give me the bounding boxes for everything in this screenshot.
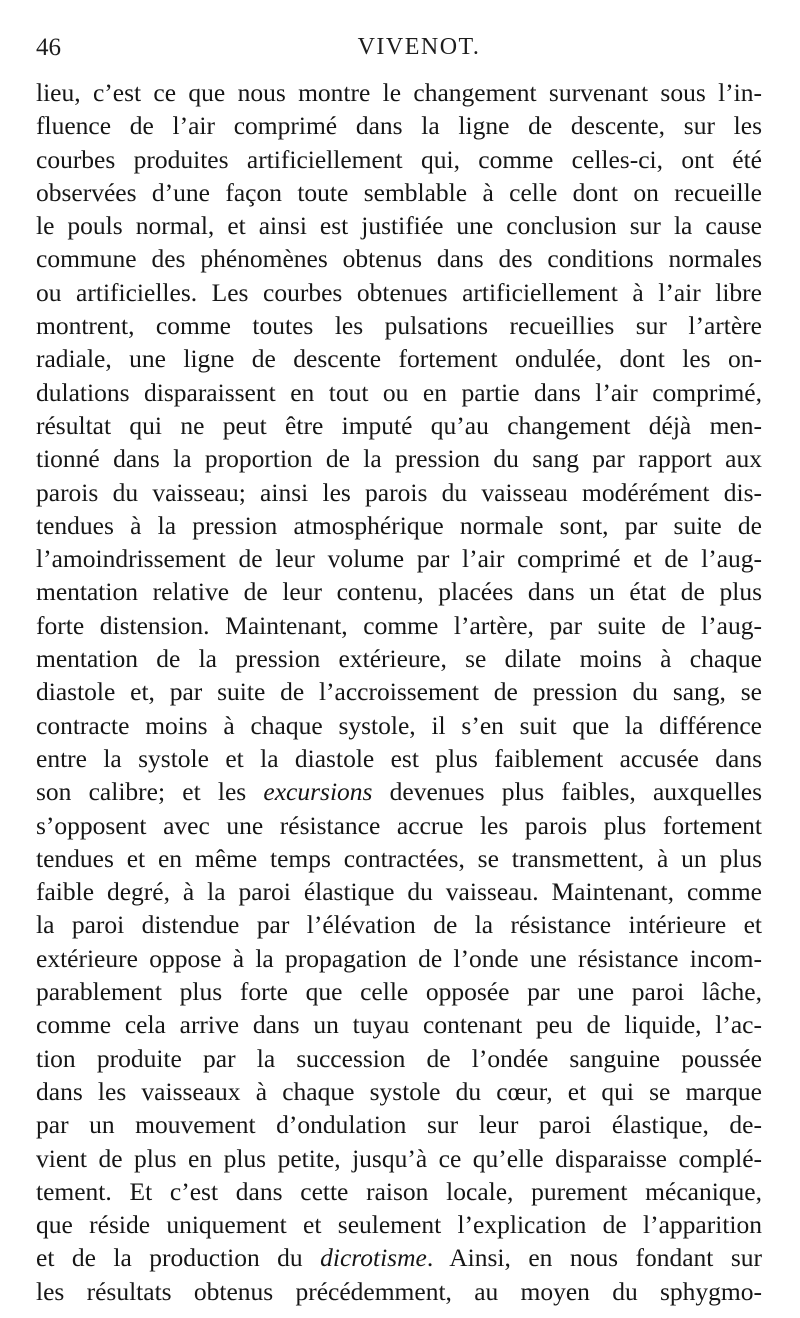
text-line: commune des phénomènes obtenus dans des conditions normales bbox=[36, 244, 762, 274]
text-run: . Ainsi, en nous fondant sur bbox=[426, 1243, 763, 1273]
body-text bbox=[36, 76, 762, 1308]
text-line: tendues à la pression atmosphérique normale sont, par suite de bbox=[36, 510, 762, 540]
text-line: extérieure oppose à la propagation de l’onde une résistance incom- bbox=[36, 943, 762, 973]
text-line: dans les vaisseaux à chaque systole du cœur, et qui se marque bbox=[36, 1076, 762, 1106]
text-line: les résultats obtenus précédemment, au moyen du sphygmo- bbox=[36, 1276, 762, 1306]
text-line: forte distension. Maintenant, comme l’artère, par suite de l’aug- bbox=[36, 610, 762, 640]
italic-term: dicrotisme bbox=[320, 1243, 427, 1273]
text-line: diastole et, par suite de l’accroissement de pression du sang, se bbox=[36, 677, 762, 707]
text-line: fluence de l’air comprimé dans la ligne de descente, sur les bbox=[36, 111, 762, 141]
text-line: dulations disparaissent en tout ou en partie dans l’air comprimé, bbox=[36, 377, 762, 407]
text-line: mentation de la pression extérieure, se dilate moins à chaque bbox=[36, 644, 762, 674]
page-header bbox=[36, 34, 762, 74]
text-line: le pouls normal, et ainsi est justifiée une conclusion sur la cause bbox=[36, 211, 762, 241]
text-line: comme cela arrive dans un tuyau contenant peu de liquide, l’ac- bbox=[36, 1010, 762, 1040]
text-line: ou artificielles. Les courbes obtenues artificiellement à l’air libre bbox=[36, 277, 762, 307]
text-line: montrent, comme toutes les pulsations recueillies sur l’artère bbox=[36, 311, 762, 341]
text-line: que réside uniquement et seulement l’explication de l’apparition bbox=[36, 1210, 762, 1240]
text-line bbox=[36, 775, 762, 808]
text-line: entre la systole et la diastole est plus faiblement accusée dans bbox=[36, 743, 762, 773]
text-line: courbes produites artificiellement qui, comme celles-ci, ont été bbox=[36, 144, 762, 174]
running-head: VIVENOT. bbox=[357, 34, 481, 60]
text-line bbox=[36, 1241, 762, 1274]
text-run: son calibre; et les bbox=[36, 777, 264, 807]
text-line: parois du vaisseau; ainsi les parois du vaisseau modérément dis- bbox=[36, 477, 762, 507]
text-line: faible degré, à la paroi élastique du vaisseau. Maintenant, comme bbox=[36, 877, 762, 907]
italic-term: excursions bbox=[263, 777, 373, 807]
text-line: par un mouvement d’ondulation sur leur paroi élastique, de- bbox=[36, 1110, 762, 1140]
text-run: devenues plus faibles, auxquelles bbox=[372, 777, 763, 807]
text-line: l’amoindrissement de leur volume par l’air comprimé et de l’aug- bbox=[36, 544, 762, 574]
text-line: s’opposent avec une résistance accrue les parois plus fortement bbox=[36, 810, 762, 840]
text-line: parablement plus forte que celle opposée par une paroi lâche, bbox=[36, 977, 762, 1007]
text-run: et de la production du bbox=[36, 1243, 321, 1273]
text-line: résultat qui ne peut être imputé qu’au changement déjà men- bbox=[36, 410, 762, 440]
text-line: vient de plus en plus petite, jusqu’à ce qu’elle disparaisse complé- bbox=[36, 1143, 762, 1173]
text-line: tionné dans la proportion de la pression du sang par rapport aux bbox=[36, 444, 762, 474]
text-line: tendues et en même temps contractées, se transmettent, à un plus bbox=[36, 843, 762, 873]
text-line: mentation relative de leur contenu, placées dans un état de plus bbox=[36, 577, 762, 607]
text-line: lieu, c’est ce que nous montre le changement survenant sous l’in- bbox=[36, 78, 762, 107]
text-line: contracte moins à chaque systole, il s’en suit que la différence bbox=[36, 710, 762, 740]
text-line: la paroi distendue par l’élévation de la résistance intérieure et bbox=[36, 910, 762, 940]
text-line: tement. Et c’est dans cette raison locale, purement mécanique, bbox=[36, 1176, 762, 1206]
text-line: radiale, une ligne de descente fortement ondulée, dont les on- bbox=[36, 344, 762, 374]
page-number: 46 bbox=[36, 34, 61, 61]
text-line: tion produite par la succession de l’ondée sanguine poussée bbox=[36, 1043, 762, 1073]
text-line: observées d’une façon toute semblable à celle dont on recueille bbox=[36, 177, 762, 207]
